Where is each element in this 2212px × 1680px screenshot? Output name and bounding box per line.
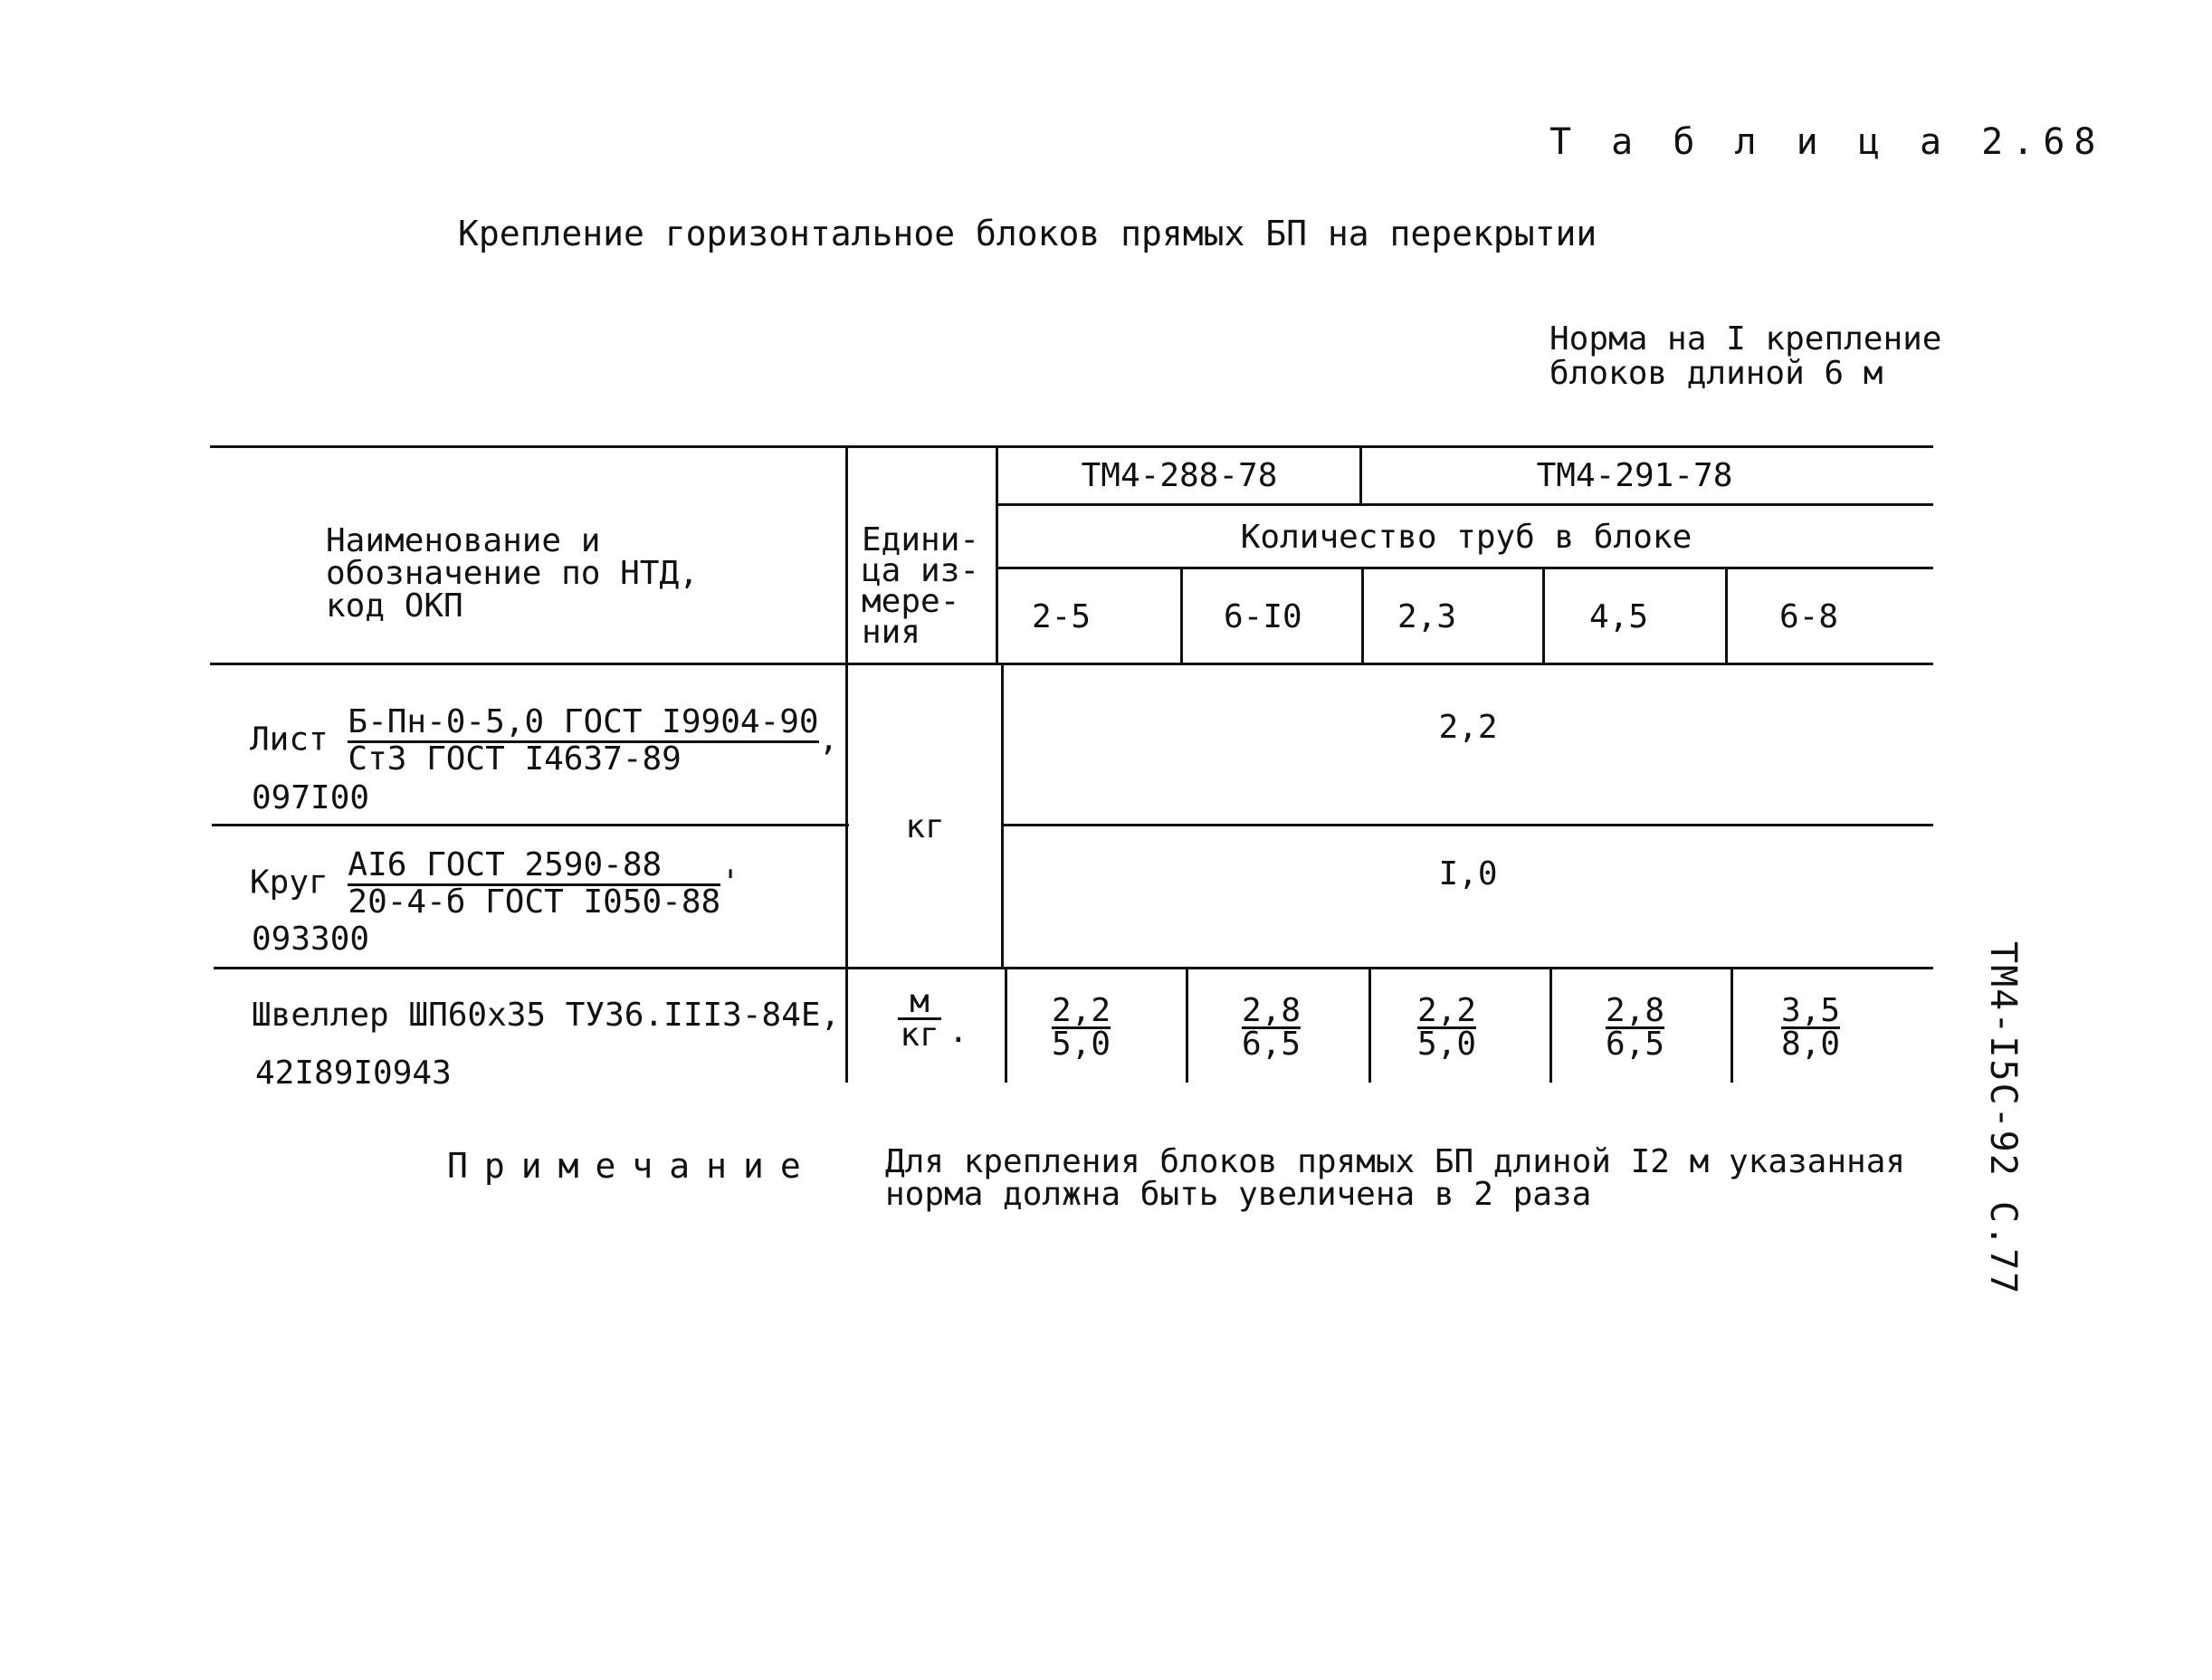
header-bottom-rule	[210, 663, 1933, 665]
row-code: 093300	[252, 921, 370, 958]
table-caption: Т а б л и ц а 2.68	[1549, 121, 2105, 163]
row-value: 2,2	[1438, 709, 1498, 746]
table-top-rule	[210, 445, 1933, 448]
header-count-5: 6-8	[1779, 598, 1839, 635]
col-rule-c4	[1725, 567, 1728, 663]
channel-name: Швеллер ШП60х35 ТУ36.III3-84Е,	[252, 997, 841, 1034]
col-rule-c1	[1180, 567, 1183, 663]
row-code: 097I00	[252, 779, 370, 816]
channel-code: 42I89I0943	[255, 1055, 452, 1092]
channel-value-num: 2,8	[1606, 992, 1665, 1029]
page-title: Крепление горизонтальное блоков прямых БП на перекрытии	[458, 214, 1597, 253]
col-rule-name	[845, 445, 848, 1083]
channel-value	[1781, 992, 1841, 1063]
row-value: I,0	[1438, 855, 1498, 892]
col-rule-c3	[1542, 567, 1545, 663]
channel-value-num: 2,2	[1052, 992, 1111, 1029]
header-name-col	[326, 522, 699, 625]
channel-value-num: 2,2	[1417, 992, 1477, 1029]
header-name-line: обозначение по НТД,	[326, 555, 699, 592]
header-count-4: 4,5	[1589, 598, 1649, 635]
channel-value	[1606, 992, 1665, 1063]
header-unit-line: Едини-	[862, 521, 980, 558]
header-name-line: Наименование и	[326, 522, 601, 559]
channel-value-den: 8,0	[1781, 1026, 1841, 1063]
col-rule-group	[1359, 445, 1362, 503]
channel-value-num: 3,5	[1781, 992, 1841, 1029]
header-unit-line: ния	[862, 614, 921, 651]
row-fraction-den: 20-4-б ГОСТ I050-88	[348, 883, 721, 921]
channel-unit-num: м	[898, 987, 941, 1020]
norm-note	[1549, 322, 1941, 391]
header-count-3: 2,3	[1397, 598, 1457, 635]
note-label: Примечание	[447, 1146, 817, 1186]
row-rule-3	[214, 967, 1933, 969]
header-unit-line: мере-	[862, 583, 960, 620]
row-fraction-num: АI6 ГОСТ 2590-88	[348, 849, 720, 886]
row-suffix: '	[720, 864, 740, 902]
table-row	[250, 846, 740, 921]
note-line-1: Для крепления блоков прямых БП длиной I2 м указанная	[885, 1143, 1906, 1180]
header-count-1: 2-5	[1032, 598, 1092, 635]
header-unit-col	[862, 521, 980, 651]
header-count-2: 6-I0	[1224, 598, 1302, 635]
row-fraction-num: Б-Пн-0-5,0 ГОСТ I9904-90	[348, 706, 818, 743]
col-rule-unit	[996, 445, 998, 663]
row-fraction	[348, 846, 721, 921]
row-fraction	[348, 703, 819, 778]
col-rule-d2	[1368, 967, 1371, 1083]
channel-value-den: 6,5	[1242, 1026, 1301, 1063]
col-rule-d3	[1549, 967, 1552, 1083]
header-unit-line: ца из-	[862, 552, 980, 589]
channel-value-num: 2,8	[1242, 992, 1301, 1029]
row-rule-name	[212, 824, 849, 826]
row-suffix: ,	[818, 721, 839, 759]
channel-value-den: 5,0	[1417, 1026, 1477, 1063]
note-text	[885, 1143, 1906, 1213]
header-count-label: Количество труб в блоке	[1240, 519, 1692, 556]
row-fraction-den: Ст3 ГОСТ I4637-89	[348, 740, 682, 778]
channel-value-den: 5,0	[1052, 1026, 1111, 1063]
col-rule-d4	[1731, 967, 1733, 1083]
col-rule-c2	[1361, 567, 1364, 663]
header-group-a: ТМ4-288-78	[1081, 457, 1278, 494]
header-rule-2	[996, 567, 1933, 569]
channel-value	[1417, 992, 1477, 1063]
note-line-2: норма должна быть увеличена в 2 раза	[885, 1176, 1592, 1213]
row-prefix: Лист	[250, 721, 329, 759]
header-rule-1	[996, 503, 1933, 506]
channel-unit-den: кг	[900, 1017, 939, 1054]
norm-line-2: блоков длиной 6 м	[1549, 355, 1883, 392]
col-rule-d1	[1186, 967, 1188, 1083]
norm-line-1: Норма на I крепление	[1549, 320, 1942, 358]
channel-unit	[898, 983, 941, 1054]
channel-unit-suffix: .	[949, 1013, 968, 1050]
channel-value-den: 6,5	[1606, 1026, 1665, 1063]
col-rule-unit-body	[1001, 663, 1004, 967]
channel-value	[1242, 992, 1301, 1063]
row-prefix: Круг	[250, 864, 329, 902]
channel-value	[1052, 992, 1111, 1063]
header-name-line: код ОКП	[326, 587, 463, 625]
row-rule-values	[1003, 824, 1933, 826]
side-document-code: ТМ4-I5С-92 С.77	[1982, 941, 2024, 1296]
shared-unit: кг	[905, 808, 945, 845]
header-group-b: ТМ4-291-78	[1536, 457, 1733, 494]
col-rule-unit-ch	[1005, 967, 1007, 1083]
table-row	[250, 703, 839, 778]
